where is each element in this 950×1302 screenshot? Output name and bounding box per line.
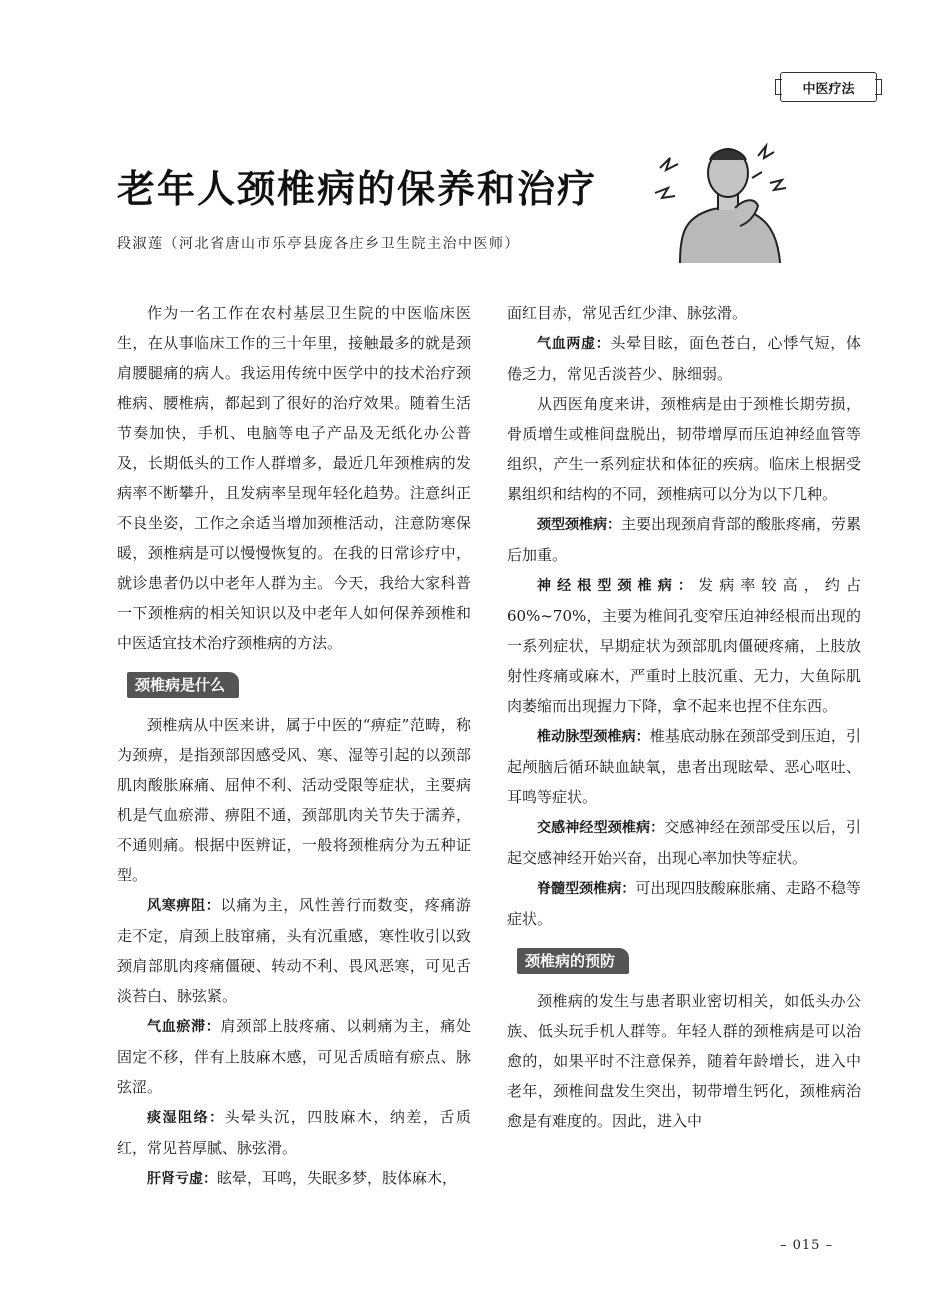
author-line: 段淑莲（河北省唐山市乐亭县庞各庄乡卫生院主治中医师） [117,236,520,252]
syndrome-phlegm-damp [117,1102,471,1163]
heading-label: 颈椎病的预防 [517,948,629,974]
type-term: 交感神经型颈椎病： [537,820,665,836]
syndrome-text: 头晕目眩，面色苍白，心悸气短，体倦乏力，常见舌淡苔少、脉细弱。 [507,334,861,383]
section-heading-prevention [517,946,861,976]
type-spinal-cord [507,873,861,934]
continued-text: 面红目赤，常见舌红少津、脉弦滑。 [507,304,748,322]
prevention-paragraph: 颈椎病的发生与患者职业密切相关，如低头办公族、低头玩手机人群等。年轻人群的颈椎病是可以治愈的，如果平时不注意保养，随着年龄增长，进入中老年，颈椎间盘发生突出，韧带增生钙化，颈椎病治愈是有难度的。因此，进入中 [507,992,861,1130]
syndrome-term: 风寒痹阻： [147,898,221,914]
type-text: 主要出现颈肩背部的酸胀疼痛，劳累后加重。 [507,515,862,564]
type-cervical [507,509,861,570]
type-term: 脊髓型颈椎病： [537,881,636,897]
type-text: 可出现四肢酸麻胀痛、走路不稳等症状。 [507,879,861,928]
left-column [117,298,471,1194]
type-term: 神经根型颈椎病： [537,578,699,594]
syndrome-term: 肝肾亏虚： [147,1171,217,1187]
type-nerve-root [507,570,861,721]
syndrome-term: 气血两虚： [537,336,611,352]
definition-paragraph: 颈椎病从中医来讲，属于中医的“痹症”范畴，称为颈痹，是指颈部因感受风、寒、湿等引起的以颈部肌肉酸胀麻痛、屈伸不利、活动受限等症状，主要病机是气血瘀滞、痹阻不通，颈部肌肉关节失于濡养，不通则痛。根据中医辨证，一般将颈椎病分为五种证型。 [117,716,471,884]
type-term: 颈型颈椎病： [537,517,621,533]
type-text: 发病率较高，约占60%~70%，主要为椎间孔变窄压迫神经根而出现的一系列症状，早期症状为颈部肌肉僵硬疼痛，上肢放射性疼痛或麻木，严重时上肢沉重、无力，大鱼际肌肉萎缩而出现握力下降，拿不起来也捏不住东西。 [507,576,861,715]
syndrome-text: 眩晕，耳鸣，失眠多梦，肢体麻木， [217,1169,458,1187]
right-column [507,298,861,1136]
syndrome-term: 气血瘀滞： [147,1019,221,1035]
syndrome-text: 头晕头沉，四肢麻木，纳差，舌质红，常见苔厚腻、脉弦滑。 [117,1108,471,1157]
page-number: – 015 – [780,1238,834,1253]
type-vertebral-artery [507,721,861,812]
syndrome-liver-kidney [117,1163,471,1194]
type-text: 椎基底动脉在颈部受到压迫，引起颅脑后循环缺血缺氧，患者出现眩晕、恶心呕吐、耳鸣等症状。 [507,727,861,806]
neck-pain-illustration [640,138,790,263]
type-sympathetic [507,812,861,873]
heading-label: 颈椎病是什么 [127,672,239,698]
syndrome-term: 痰湿阻络： [147,1110,225,1126]
syndrome-qi-blood-deficiency [507,328,861,389]
section-heading-what [127,670,471,700]
intro-paragraph: 作为一名工作在农村基层卫生院的中医临床医生，在从事临床工作的三十年里，接触最多的就是颈肩腰腿痛的病人。我运用传统中医学中的技术治疗颈椎病、腰椎病，都起到了很好的治疗效果。随着生活节奏加快，手机、电脑等电子产品及无纸化办公普及，长期低头的工作人群增多，最近几年颈椎病的发病率不断攀升，且发病率呈现年轻化趋势。注意纠正不良坐姿，工作之余适当增加颈椎活动，注意防寒保暖，颈椎病是可以慢慢恢复的。在我的日常诊疗中，就诊患者仍以中老年人群为主。今天，我给大家科普一下颈椎病的相关知识以及中老年人如何保养颈椎和中医适宜技术治疗颈椎病的方法。 [117,304,471,652]
syndrome-wind-cold [117,890,471,1011]
type-text: 交感神经在颈部受压以后，引起交感神经开始兴奋，出现心率加快等症状。 [507,818,861,867]
article-title: 老年人颈椎病的保养和治疗 [117,167,598,211]
syndrome-text: 以痛为主，风性善行而数变，疼痛游走不定，肩颈上肢窜痛，头有沉重感，寒性收引以致颈肩部肌肉疼痛僵硬、转动不利、畏风恶寒，可见舌淡苔白、脉弦紧。 [117,896,471,1005]
western-view-paragraph: 从西医角度来讲，颈椎病是由于颈椎长期劳损，骨质增生或椎间盘脱出，韧带增厚而压迫神经血管等组织，产生一系列症状和体征的疾病。临床上根据受累组织和结构的不同，颈椎病可以分为以下几种。 [507,395,861,503]
section-tag: 中医疗法 [780,72,877,102]
syndrome-qi-blood-stasis [117,1011,471,1102]
type-term: 椎动脉型颈椎病： [537,729,650,745]
syndrome-text: 肩颈部上肢疼痛、以刺痛为主，痛处固定不移，伴有上肢麻木感，可见舌质暗有瘀点、脉弦涩。 [117,1017,471,1096]
